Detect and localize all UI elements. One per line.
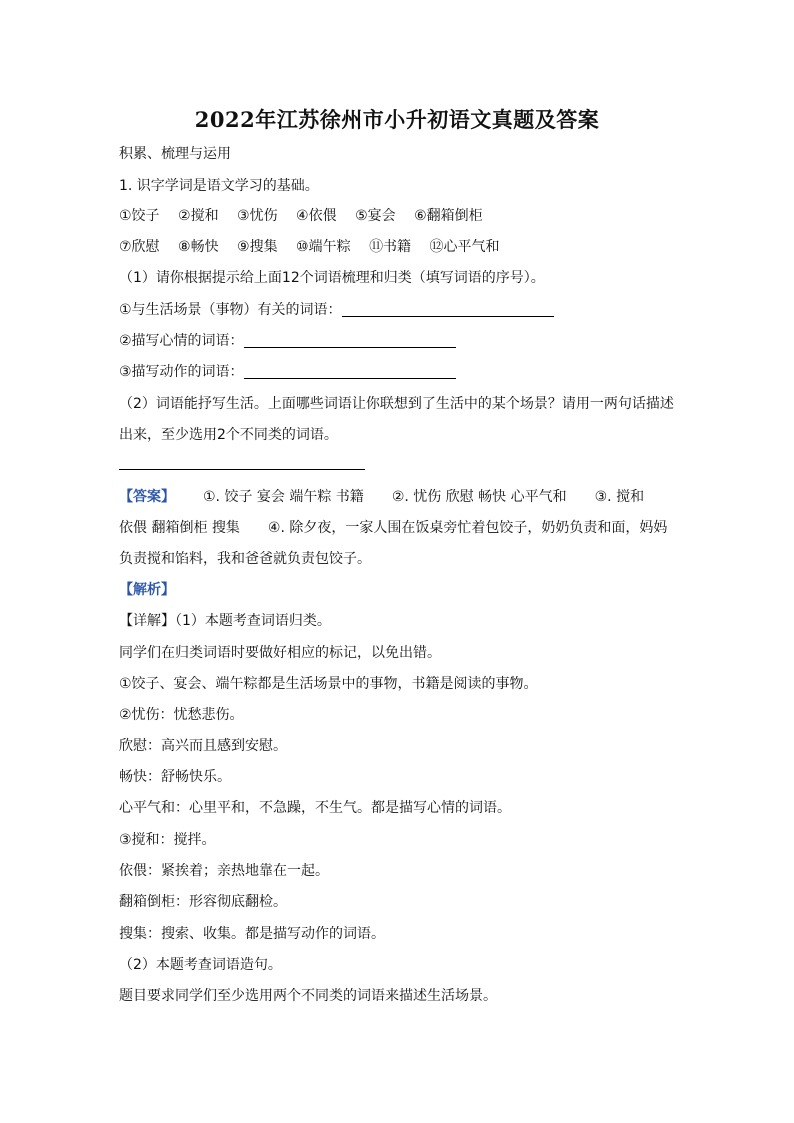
analysis-tag: 【解析】 [119,582,175,598]
word-item: ④依偎 [296,208,337,224]
analysis-line: ③搅和：搅拌。 [119,832,216,848]
answer-part-2: ②. 忧伤 欣慰 畅快 心平气和 [391,489,567,505]
word-item: ⑥翻箱倒柜 [414,208,483,224]
analysis-line: 搜集：搜索、收集。都是描写动作的词语。 [119,926,385,942]
detail-tag: 【详解】 [119,613,175,629]
fill-line-3 [119,362,456,382]
detail-heading [119,611,331,631]
subquestion-1: （1）请你根据提示给上面12个词语梳理和归类（填写词语的序号）。 [119,270,545,286]
word-item: ③忧伤 [237,208,278,224]
answer-line-2 [119,518,667,538]
answer-writing-line[interactable] [119,469,365,470]
fill-label: ②描写心情的词语： [119,333,244,349]
analysis-line: 依偎：紧挨着；亲热地靠在一起。 [119,863,329,879]
word-item: ①饺子 [119,208,160,224]
analysis-line: ①饺子、宴会、端午粽都是生活场景中的事物，书籍是阅读的事物。 [119,676,538,692]
fill-line-1 [119,300,554,320]
word-item: ⑦欣慰 [119,239,160,255]
analysis-line: 畅快：舒畅快乐。 [119,769,231,785]
word-item: ⑨搜集 [237,239,278,255]
answer-part-3: ③. 搅和 [594,489,645,505]
document-title: 2022年江苏徐州市小升初语文真题及答案 [194,107,600,132]
detail-text: （1）本题考查词语归类。 [175,613,331,629]
answer-line-3: 负责搅和馅料，我和爸爸就负责包饺子。 [119,551,371,567]
question-stem: 1. 识字学词是语文学习的基础。 [119,178,319,194]
analysis-line: 欣慰：高兴而且感到安慰。 [119,738,287,754]
fill-label: ①与生活场景（事物）有关的词语： [119,302,342,318]
word-item: ⑫心平气和 [429,239,500,255]
analysis-line: 同学们在归类词语时要做好相应的标记，以免出错。 [119,645,441,661]
analysis-line: 心平气和：心里平和，不急躁，不生气。都是描写心情的词语。 [119,800,511,816]
answer-part-3-cont: 依偎 翻箱倒柜 搜集 [119,520,240,536]
word-item: ⑩端午粽 [296,239,351,255]
answer-blank[interactable] [244,377,456,379]
word-item: ②搅和 [178,208,219,224]
answer-blank[interactable] [244,346,456,348]
answer-part-4: ④. 除夕夜，一家人围在饭桌旁忙着包饺子，奶奶负责和面，妈妈 [267,520,668,536]
word-item: ⑪书籍 [369,239,412,255]
section-heading: 积累、梳理与运用 [119,146,231,162]
answer-tag: 【答案】 [119,489,175,505]
word-list-row-2 [119,237,514,257]
answer-blank[interactable] [342,315,554,317]
fill-line-2 [119,331,456,351]
word-item: ⑤宴会 [355,208,396,224]
analysis-line: 题目要求同学们至少选用两个不同类的词语来描述生活场景。 [119,988,497,1004]
answer-part-1: ①. 饺子 宴会 端午粽 书籍 [203,489,364,505]
subquestion-2-line-1: （2）词语能抒写生活。上面哪些词语让你联想到了生活中的某个场景？请用一两句话描述 [119,396,674,412]
word-list-row-1 [119,206,497,226]
analysis-line: 翻箱倒柜：形容彻底翻检。 [119,894,287,910]
analysis-line: ②忧伤：忧愁悲伤。 [119,707,244,723]
fill-label: ③描写动作的词语： [119,364,244,380]
word-item: ⑧畅快 [178,239,219,255]
answer-line-1 [119,487,644,507]
analysis-line: （2）本题考查词语造句。 [119,957,282,973]
subquestion-2-line-2: 出来，至少选用2个不同类的词语。 [119,427,338,443]
